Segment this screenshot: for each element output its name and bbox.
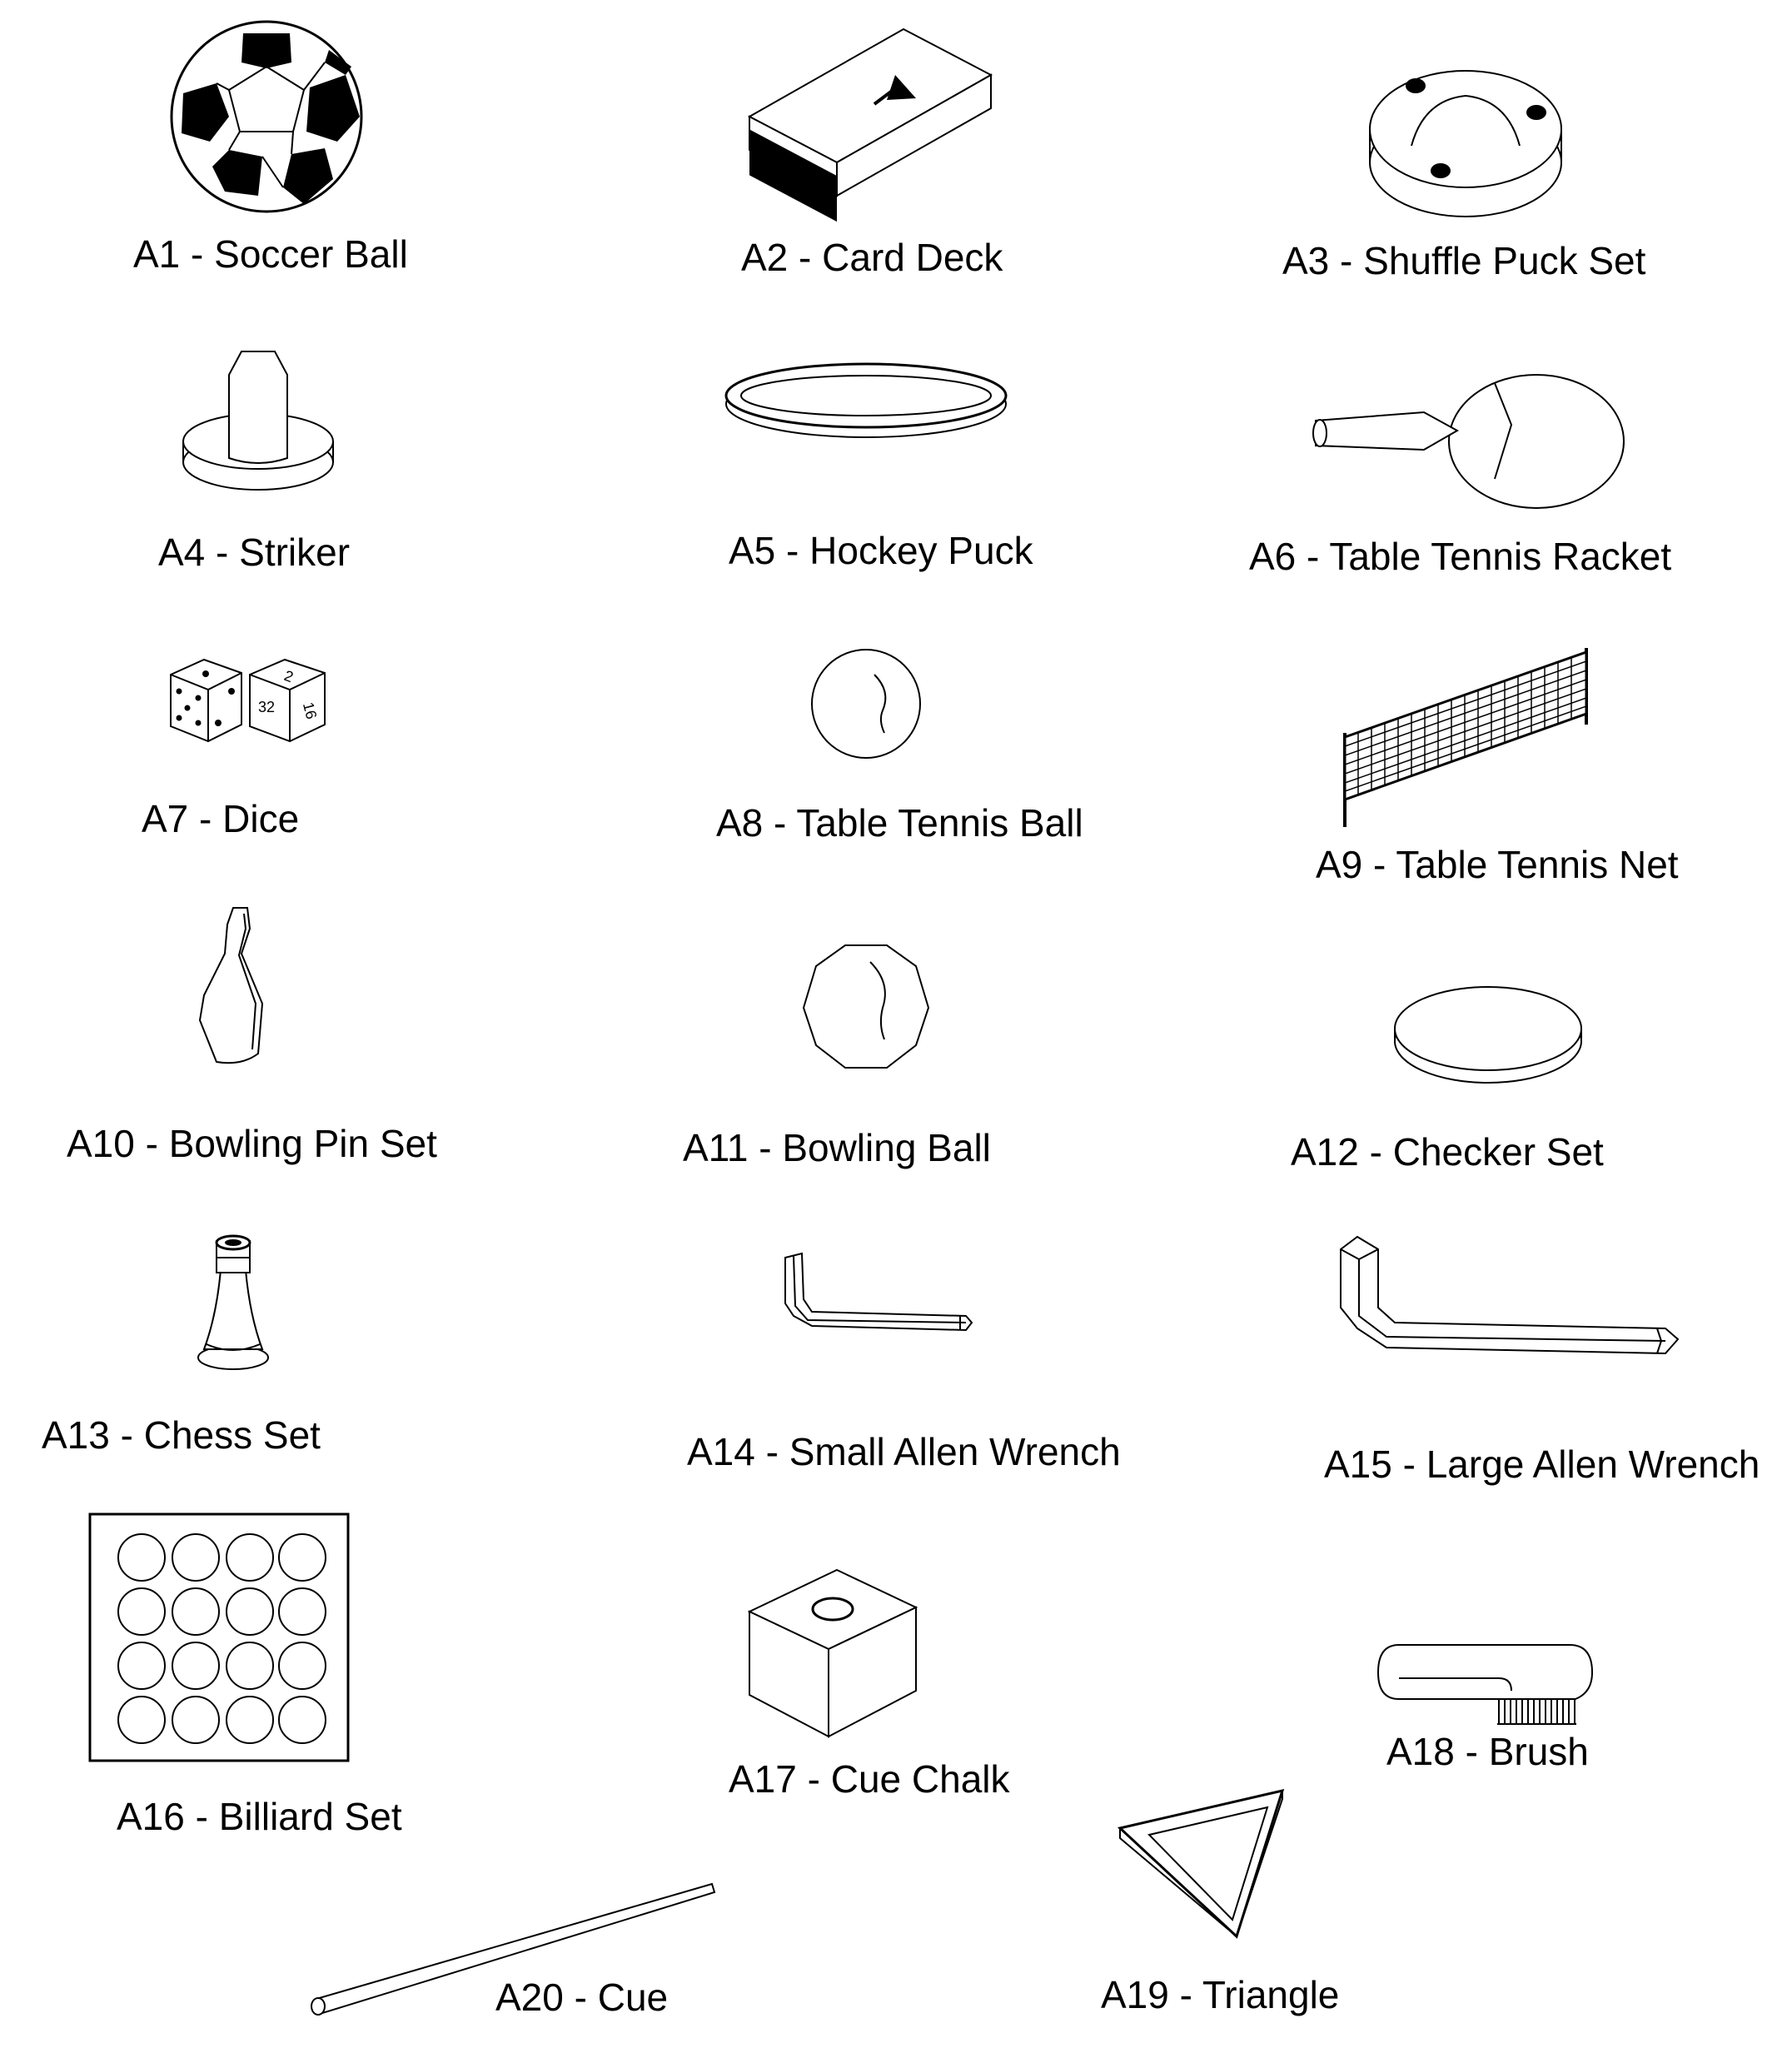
table-tennis-racket-icon xyxy=(1312,371,1628,521)
card-deck-icon xyxy=(741,25,1008,200)
part-label: A17 - Cue Chalk xyxy=(729,1757,1010,1801)
part-label: A2 - Card Deck xyxy=(741,236,1003,279)
part-label: A19 - Triangle xyxy=(1101,1973,1340,2016)
part-label: A10 - Bowling Pin Set xyxy=(67,1122,437,1165)
hockey-puck-icon xyxy=(720,358,1012,441)
triangle-rack-icon xyxy=(1116,1786,1291,1941)
billiard-set-icon xyxy=(87,1512,354,1766)
part-label: A14 - Small Allen Wrench xyxy=(687,1430,1121,1473)
large-allen-wrench-icon xyxy=(1332,1233,1682,1374)
part-label: A9 - Table Tennis Net xyxy=(1316,843,1679,886)
part-label: A11 - Bowling Ball xyxy=(683,1126,991,1169)
part-label: A5 - Hockey Puck xyxy=(729,529,1033,572)
part-label: A8 - Table Tennis Ball xyxy=(716,801,1083,845)
checker-icon xyxy=(1391,983,1586,1087)
table-tennis-net-icon xyxy=(1337,645,1599,829)
part-label: A16 - Billiard Set xyxy=(117,1795,402,1838)
part-label: A15 - Large Allen Wrench xyxy=(1324,1443,1760,1486)
soccer-ball-icon xyxy=(167,17,366,217)
part-label: A12 - Checker Set xyxy=(1291,1130,1604,1174)
dice-number: 16 xyxy=(299,700,321,721)
part-label: A20 - Cue xyxy=(495,1976,669,2019)
part-label: A4 - Striker xyxy=(158,531,351,574)
part-label: A3 - Shuffle Puck Set xyxy=(1282,239,1646,282)
bowling-ball-icon xyxy=(799,941,933,1074)
shuffle-puck-icon xyxy=(1366,62,1566,221)
chess-piece-icon xyxy=(192,1233,275,1374)
dice-number: 32 xyxy=(258,699,276,715)
part-label: A1 - Soccer Ball xyxy=(133,232,408,276)
dice-icon xyxy=(167,650,333,750)
part-label: A7 - Dice xyxy=(142,797,300,840)
dice-number: 2 xyxy=(281,666,296,686)
part-label: A13 - Chess Set xyxy=(42,1413,321,1457)
part-label: A6 - Table Tennis Racket xyxy=(1249,535,1672,578)
part-label: A18 - Brush xyxy=(1386,1730,1589,1773)
cue-chalk-icon xyxy=(745,1566,920,1745)
small-allen-wrench-icon xyxy=(779,1249,978,1341)
brush-icon xyxy=(1374,1641,1599,1732)
table-tennis-ball-icon xyxy=(808,645,924,762)
striker-icon xyxy=(179,341,337,491)
bowling-pin-icon xyxy=(196,904,279,1070)
